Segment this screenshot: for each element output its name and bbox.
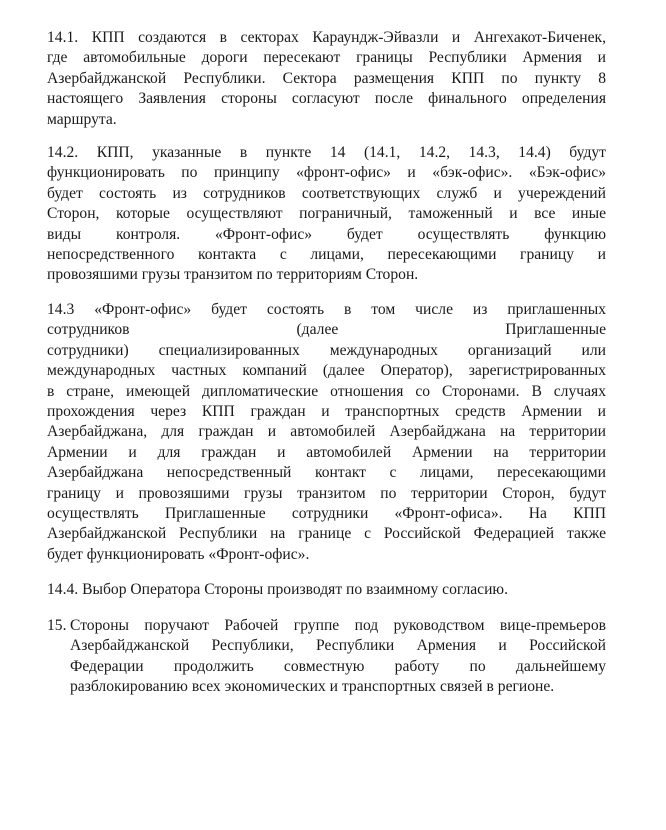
text-line: провозяшими грузы транзитом по территориям Сторон. bbox=[47, 266, 419, 284]
text-line: 14.3 «Фронт-офис» будет состоять в том числе из приглашенных bbox=[47, 301, 606, 318]
text-line: Азербайджанской Республики. Сектора размещения КПП по пункту 8 bbox=[47, 69, 606, 87]
text-line: Сторон, которые осуществляют пограничный, таможенный и все иные bbox=[47, 205, 606, 223]
text-line: Стороны поручают Рабочей группе под руководством вице-премьеров bbox=[70, 617, 606, 634]
text-line: Азербайджанской Республики на границе с Российской Федерацией также bbox=[47, 525, 606, 543]
text-line: функционировать по принципу «фронт-офис» и «бэк-офис». «Бэк-офис» bbox=[47, 164, 606, 182]
paragraph-body bbox=[70, 616, 606, 698]
text-line: Федерации продолжить совместную работу по дальнейшему bbox=[70, 657, 606, 675]
text-line: непосредственного контакта с лицами, пересекающими границу и bbox=[47, 246, 606, 264]
paragraph-14-1 bbox=[47, 28, 606, 130]
text-line: 14.2. КПП, указанные в пункте 14 (14.1, 14.2, 14.3, 14.4) будут bbox=[47, 144, 606, 161]
text-line: настоящего Заявления стороны согласуют после финального определения bbox=[47, 90, 606, 108]
paragraph-number: 15. bbox=[47, 617, 67, 634]
text-line: маршрута. bbox=[47, 110, 117, 128]
paragraph-14-3 bbox=[47, 300, 606, 565]
text-line: Армении и для граждан и автомобилей Армении на территории bbox=[47, 443, 606, 461]
text-line: в стране, имеющей дипломатические отношения со Сторонами. В случаях bbox=[47, 382, 606, 400]
paragraph-14-4 bbox=[47, 580, 606, 600]
text-line: сотрудников (далее Приглашенные bbox=[47, 321, 606, 339]
text-line: 14.1. КПП создаются в секторах Караундж-Эйвазли и Ангехакот-Биченек, bbox=[47, 29, 606, 46]
text-line: будет функционировать «Фронт-офис». bbox=[47, 545, 310, 563]
paragraph-14-2 bbox=[47, 143, 606, 286]
text-line: разблокированию всех экономических и транспортных связей в регионе. bbox=[70, 678, 555, 696]
text-line: виды контроля. «Фронт-офис» будет осуществлять функцию bbox=[47, 225, 606, 243]
text-line: Азербайджана непосредственный контакт с лицами, пересекающими bbox=[47, 464, 606, 482]
text-line: прохождения через КПП граждан и транспортных средств Армении и bbox=[47, 403, 606, 421]
text-line: Азербайджана, для граждан и автомобилей Азербайджана на территории bbox=[47, 423, 606, 441]
text-line: Азербайджанской Республики, Республики Армения и Российской bbox=[70, 637, 606, 655]
text-line: будет состоять из сотрудников соответствующих служб и учереждений bbox=[47, 184, 606, 202]
text-line: 14.4. Выбор Оператора Стороны производят по взаимному согласию. bbox=[47, 581, 508, 598]
text-line: международных частных компаний (далее Оператор), зарегистрированных bbox=[47, 362, 606, 380]
text-line: осуществлять Приглашенные сотрудники «Фронт-офиса». На КПП bbox=[47, 505, 606, 523]
text-line: сотрудники) специализированных международных организаций или bbox=[47, 341, 606, 359]
paragraph-15 bbox=[47, 616, 606, 698]
text-line: где автомобильные дороги пересекают границы Республики Армения и bbox=[47, 49, 606, 67]
text-line: границу и провозяшими грузы транзитом по территории Сторон, будут bbox=[47, 484, 606, 502]
